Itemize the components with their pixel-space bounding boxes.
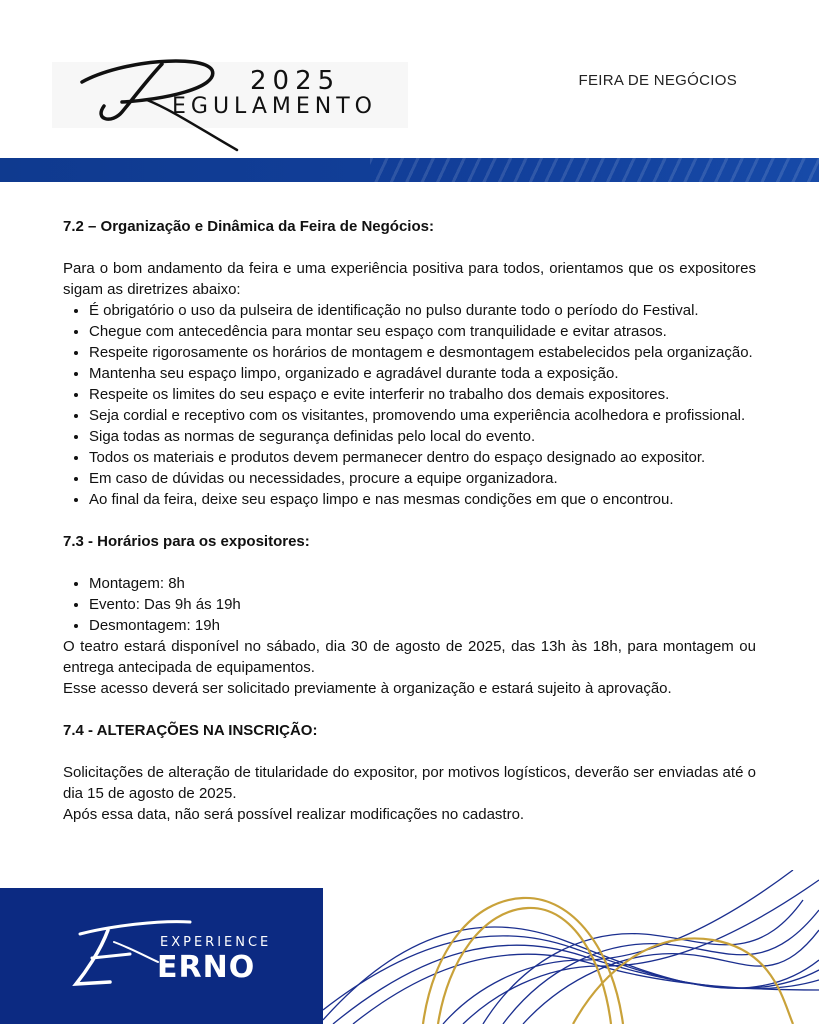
footer-wave-lines <box>323 870 819 1024</box>
logo-title-word: EGULAMENTO <box>172 94 377 119</box>
section-7-4-title: 7.4 - ALTERAÇÕES NA INSCRIÇÃO: <box>63 722 318 739</box>
list-item: • Seja cordial e receptivo com os visitantes, promovendo uma experiência acolhedora e profissional. <box>89 405 756 426</box>
list-item: • Respeite os limites do seu espaço e evite interferir no trabalho dos demais expositores. <box>89 384 756 405</box>
document-body <box>63 216 756 825</box>
list-item: • Em caso de dúvidas ou necessidades, procure a equipe organizadora. <box>89 468 756 489</box>
section-7-3-title: 7.3 - Horários para os expositores: <box>63 533 310 550</box>
list-item: • Mantenha seu espaço limpo, organizado e agradável durante toda a exposição. <box>89 363 756 384</box>
list-item: • Chegue com antecedência para montar seu espaço com tranquilidade e evitar atrasos. <box>89 321 756 342</box>
header-blue-band <box>0 158 819 182</box>
list-item: • Respeite rigorosamente os horários de montagem e desmontagem estabelecidos pela organização. <box>89 342 756 363</box>
logo-experience-text: EXPERIENCE <box>160 935 272 950</box>
section-7-2-list <box>63 300 756 510</box>
band-stripes <box>370 158 819 182</box>
list-item: • Montagem: 8h <box>89 573 756 594</box>
section-7-3-paragraph-2: Esse acesso deverá ser solicitado previamente à organização e estará sujeito à aprovação. <box>63 680 672 697</box>
list-item: • Evento: Das 9h ás 19h <box>89 594 756 615</box>
logo-brand-text: ERNO <box>157 950 256 985</box>
section-7-3-list <box>63 573 756 636</box>
section-7-3-paragraph-1: O teatro estará disponível no sábado, dia 30 de agosto de 2025, das 13h às 18h, para montagem ou entrega antecipada de equipamentos. <box>63 638 756 676</box>
list-item: • Desmontagem: 19h <box>89 615 756 636</box>
list-item: • Todos os materiais e produtos devem permanecer dentro do espaço designado ao expositor. <box>89 447 756 468</box>
section-7-2-title: 7.2 – Organização e Dinâmica da Feira de Negócios: <box>63 218 434 235</box>
section-7-4-paragraph-2: Após essa data, não será possível realizar modificações no cadastro. <box>63 806 525 823</box>
list-item: • Siga todas as normas de segurança definidas pelo local do evento. <box>89 426 756 447</box>
header-section-label: FEIRA DE NEGÓCIOS <box>578 72 737 89</box>
section-7-2-intro: Para o bom andamento da feira e uma experiência positiva para todos, orientamos que os expositores sigam as diretrizes abaixo: <box>63 260 756 298</box>
list-item: • Ao final da feira, deixe seu espaço limpo e nas mesmas condições em que o encontrou. <box>89 489 756 510</box>
section-7-4-paragraph-1: Solicitações de alteração de titularidade do expositor, por motivos logísticos, deverão ser enviadas até o dia 15 de agosto de 2025. <box>63 764 756 802</box>
list-item: • É obrigatório o uso da pulseira de identificação no pulso durante todo o período do Festival. <box>89 300 756 321</box>
logo-year: 2025 <box>250 66 341 96</box>
